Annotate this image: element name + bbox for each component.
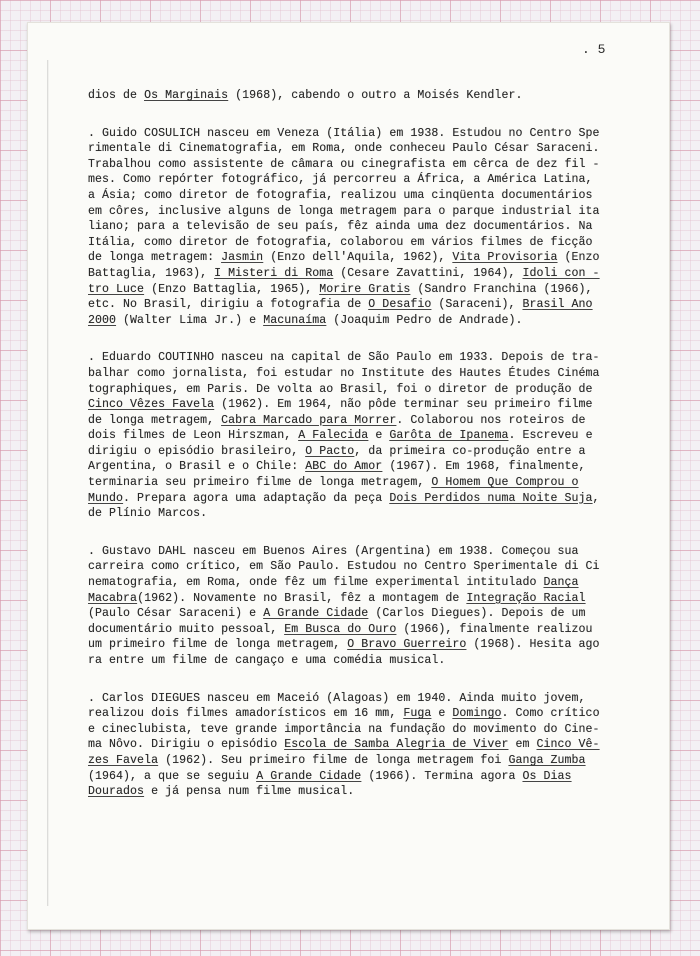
text-run: um primeiro filme de longa metragem, (88, 638, 348, 652)
film-title: A Grande Cidade (256, 769, 362, 783)
film-title: Idoli con - (522, 266, 600, 280)
text-run: em côres, inclusive alguns de longa metragem para o parque industrial ita (88, 204, 600, 218)
paragraph-intro (88, 88, 633, 104)
text-run: . Carlos DIEGUES nasceu em Maceió (Alagoas) em 1940. Ainda muito jovem, (88, 691, 586, 705)
text-line (88, 297, 633, 313)
text-run: nematografia, em Roma, onde fêz um filme experimental intitulado (88, 576, 544, 590)
film-title: Dourados (88, 785, 145, 799)
document-body (88, 88, 633, 800)
text-run: (Enzo (557, 251, 600, 265)
film-title: Escola de Samba Alegria de Viver (284, 738, 509, 752)
text-line (88, 622, 633, 638)
text-run: ma Nôvo. Dirigiu o episódio (88, 738, 285, 752)
paragraph-cosulich (88, 126, 633, 329)
text-run: (Paulo César Saraceni) e (88, 607, 264, 621)
text-run: tographiques, em Paris. De volta ao Brasil, foi o diretor de produção de (88, 382, 593, 396)
text-line (88, 459, 633, 475)
paragraph-gap (88, 328, 633, 350)
text-line (88, 188, 633, 204)
text-line (88, 737, 633, 753)
film-title: Domingo (452, 707, 502, 721)
text-line (88, 491, 633, 507)
text-line (88, 428, 633, 444)
film-title: Cinco Vêzes Favela (88, 398, 215, 412)
text-run: , (592, 491, 600, 505)
text-run: (Carlos Diegues). Depois de um (368, 607, 586, 621)
paragraph-dahl (88, 544, 633, 669)
text-line (88, 235, 633, 251)
text-run: . Eduardo COUTINHO nasceu na capital de São Paulo em 1933. Depois de tra- (88, 351, 600, 365)
text-line (88, 606, 633, 622)
film-title: ABC do Amor (305, 460, 383, 474)
film-title: O Pacto (305, 444, 355, 458)
text-run: carreira como crítico, em São Paulo. Estudou no Centro Sperimentale di Ci (88, 560, 600, 574)
film-title: O Bravo Guerreiro (347, 638, 467, 652)
text-run: . Como crítico (501, 707, 600, 721)
text-run: em (508, 738, 537, 752)
paragraph-gap (88, 669, 633, 691)
text-line (88, 506, 633, 522)
text-run: a Ásia; como diretor de fotografia, realizou uma cinqüenta documentários (88, 188, 593, 202)
text-line (88, 157, 633, 173)
film-title: Integração Racial (466, 591, 586, 605)
text-run: Argentina, o Brasil e o Chile: (88, 460, 306, 474)
text-run: de Plínio Marcos. (88, 507, 208, 521)
text-line (88, 753, 633, 769)
text-run: documentário muito pessoal, (88, 622, 285, 636)
text-run: e cineclubista, teve grande importância na fundação do movimento do Cine- (88, 722, 600, 736)
film-title: 2000 (88, 313, 117, 327)
text-run: mes. Como repórter fotográfico, já percorreu a África, a América Latina, (88, 173, 593, 187)
text-run: (Joaquim Pedro de Andrade). (326, 313, 523, 327)
text-run: rimentale di Cinematografia, em Roma, onde conheceu Paulo César Saraceni. (88, 142, 600, 156)
text-line (88, 382, 633, 398)
text-line (88, 784, 633, 800)
film-title: Jasmin (221, 251, 264, 265)
film-title: Dança (543, 576, 579, 590)
text-run: (1967). Em 1968, finalmente, (382, 460, 586, 474)
paragraph-gap (88, 104, 633, 126)
text-line (88, 313, 633, 329)
text-run: (1962). Novamente no Brasil, fêz a montagem de (137, 591, 467, 605)
film-title: Cinco Vê- (536, 738, 600, 752)
film-title: Fuga (403, 707, 432, 721)
text-run: de longa metragem: (88, 251, 222, 265)
film-title: Os Dias (522, 769, 572, 783)
text-run: (Sandro Franchina (1966), (410, 282, 593, 296)
text-run: (Enzo Battaglia, 1965), (144, 282, 320, 296)
film-title: Em Busca do Ouro (284, 622, 397, 636)
paragraph-diegues (88, 691, 633, 800)
film-title: Brasil Ano (522, 298, 593, 312)
film-title: Morire Gratis (319, 282, 411, 296)
film-title: A Falecida (298, 429, 369, 443)
text-run: (1962). Em 1964, não pôde terminar seu primeiro filme (214, 398, 593, 412)
text-run: (Cesare Zavattini, 1964), (333, 266, 523, 280)
text-line (88, 141, 633, 157)
text-line (88, 350, 633, 366)
film-title: Os Marginais (144, 89, 229, 102)
text-line (88, 653, 633, 669)
text-run: . Prepara agora uma adaptação da peça (123, 491, 390, 505)
text-line (88, 475, 633, 491)
text-run: e (368, 429, 390, 443)
text-run: Itália, como diretor de fotografia, colaborou em vários filmes de ficção (88, 235, 593, 249)
text-run: ra entre um filme de cangaço e uma comédia musical. (88, 654, 446, 667)
text-run: etc. No Brasil, dirigiu a fotografia de (88, 298, 369, 312)
film-title: Mundo (88, 491, 124, 505)
text-run: . Colaborou nos roteiros de (396, 413, 586, 427)
film-title: O Desafio (368, 298, 432, 312)
film-title: tro Luce (88, 282, 145, 296)
text-run: dois filmes de Leon Hirszman, (88, 429, 299, 443)
text-line (88, 691, 633, 707)
text-run: (Enzo dell'Aquila, 1962), (263, 251, 453, 265)
text-line (88, 126, 633, 142)
text-line (88, 250, 633, 266)
text-run: dios de (88, 89, 145, 102)
text-line (88, 722, 633, 738)
film-title: Ganga Zumba (508, 753, 586, 767)
text-run: . Escreveu e (508, 429, 593, 443)
text-run: , da primeira co-produção entre a (354, 444, 586, 458)
film-title: Vita Provisoria (452, 251, 558, 265)
film-title: A Grande Cidade (263, 607, 369, 621)
text-run: terminaria seu primeiro filme de longa metragem, (88, 476, 432, 490)
text-run: e já pensa num filme musical. (144, 785, 355, 799)
film-title: Macabra (88, 591, 138, 605)
text-run: . Guido COSULICH nasceu em Veneza (Itália) em 1938. Estudou no Centro Spe (88, 126, 600, 140)
page-number: . 5 (582, 42, 606, 57)
text-run: (1966). Termina agora (361, 769, 523, 783)
paper-fold-shadow (47, 60, 49, 906)
text-line (88, 444, 633, 460)
film-title: Cabra Marcado para Morrer (221, 413, 397, 427)
text-run: de longa metragem, (88, 413, 222, 427)
text-run: (1962). Seu primeiro filme de longa metragem foi (158, 753, 509, 767)
text-run: (Saraceni), (431, 298, 523, 312)
text-line (88, 706, 633, 722)
text-line (88, 172, 633, 188)
text-run: liano; para a televisão de seu país, fêz ainda uma dez documentários. Na (88, 220, 593, 234)
text-line (88, 575, 633, 591)
text-line (88, 544, 633, 560)
film-title: Macunaíma (263, 313, 327, 327)
text-line (88, 591, 633, 607)
text-line (88, 559, 633, 575)
text-line (88, 266, 633, 282)
text-line (88, 637, 633, 653)
text-run: realizou dois filmes amadorísticos em 16 mm, (88, 707, 404, 721)
text-run: (1968), cabendo o outro a Moisés Kendler. (228, 89, 523, 102)
text-run: dirigiu o episódio brasileiro, (88, 444, 306, 458)
text-line (88, 88, 633, 104)
text-line (88, 219, 633, 235)
film-title: O Homem Que Comprou o (431, 476, 579, 490)
text-line (88, 413, 633, 429)
text-run: e (431, 707, 453, 721)
text-run: balhar como jornalista, foi estudar no Institute des Hautes Études Cinéma (88, 366, 600, 380)
film-title: zes Favela (88, 753, 159, 767)
paragraph-coutinho (88, 350, 633, 522)
film-title: I Misteri di Roma (214, 266, 334, 280)
text-line (88, 769, 633, 785)
text-run: (1968). Hesita ago (466, 638, 600, 652)
film-title: Dois Perdidos numa Noite Suja (389, 491, 593, 505)
film-title: Garôta de Ipanema (389, 429, 509, 443)
text-run: Battaglia, 1963), (88, 266, 215, 280)
text-run: (1964), a que se seguiu (88, 769, 257, 783)
text-run: (Walter Lima Jr.) e (116, 313, 264, 327)
paragraph-gap (88, 522, 633, 544)
text-line (88, 204, 633, 220)
text-line (88, 282, 633, 298)
text-line (88, 397, 633, 413)
text-line (88, 366, 633, 382)
text-run: (1966), finalmente realizou (396, 622, 593, 636)
text-run: . Gustavo DAHL nasceu em Buenos Aires (Argentina) em 1938. Começou sua (88, 544, 579, 558)
text-run: Trabalhou como assistente de câmara ou cinegrafista em cêrca de dez fil - (88, 157, 600, 171)
